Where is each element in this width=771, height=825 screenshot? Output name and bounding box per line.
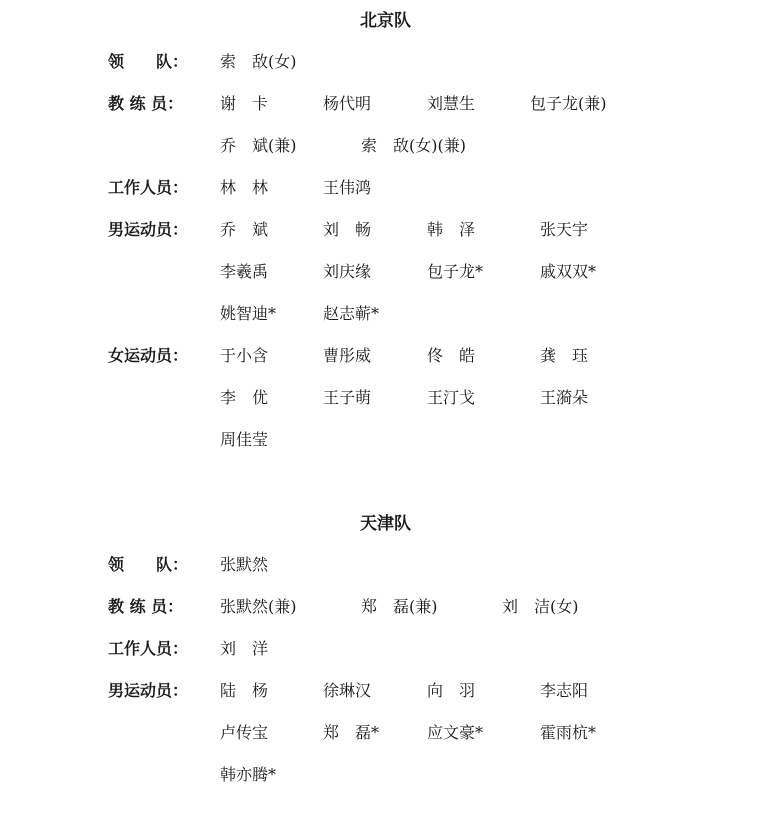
beijing-female-athlete: 于小含 (220, 346, 269, 365)
beijing-male-athlete: 姚智迪* (220, 304, 277, 323)
beijing-leader-name: 索 敌(女) (220, 52, 297, 71)
beijing-coach-name: 乔 斌(兼) (220, 136, 297, 155)
beijing-leader-label: 领 队： (108, 52, 189, 71)
beijing-staff-label: 工作人员： (108, 178, 189, 197)
tianjin-coach-name: 刘 洁(女) (502, 597, 579, 616)
beijing-female-athlete: 曹彤威 (323, 346, 372, 365)
beijing-coach-name: 杨代明 (323, 94, 372, 113)
beijing-staff-name: 林 林 (220, 178, 269, 197)
beijing-coach-name: 刘慧生 (427, 94, 476, 113)
beijing-coach-name: 谢 卡 (220, 94, 269, 113)
tianjin-male-athlete: 向 羽 (427, 681, 476, 700)
beijing-male-athlete: 刘 畅 (323, 220, 372, 239)
tianjin-coach-name: 张默然(兼) (220, 597, 297, 616)
beijing-male-athlete: 李羲禹 (220, 262, 269, 281)
tianjin-male-athlete: 卢传宝 (220, 723, 269, 742)
beijing-female-athlete: 龚 珏 (540, 346, 589, 365)
beijing-male-athlete: 赵志蕲* (323, 304, 380, 323)
beijing-male-athletes-label: 男运动员： (108, 220, 189, 239)
beijing-coach-label: 教 练 员： (108, 94, 184, 113)
beijing-female-athlete: 李 优 (220, 388, 269, 407)
beijing-female-athlete: 周佳莹 (220, 430, 269, 449)
beijing-female-athlete: 王漪朵 (540, 388, 589, 407)
beijing-male-athlete: 韩 泽 (427, 220, 476, 239)
beijing-coach-name: 索 敌(女)(兼) (361, 136, 466, 155)
tianjin-coach-name: 郑 磊(兼) (361, 597, 438, 616)
tianjin-team-title: 天津队 (360, 514, 411, 534)
tianjin-leader-name: 张默然 (220, 555, 269, 574)
tianjin-male-athletes-label: 男运动员： (108, 681, 189, 700)
tianjin-staff-name: 刘 洋 (220, 639, 269, 658)
tianjin-male-athlete: 韩亦腾* (220, 765, 277, 784)
tianjin-male-athlete: 应文豪* (427, 723, 484, 742)
tianjin-staff-label: 工作人员： (108, 639, 189, 658)
tianjin-leader-label: 领 队： (108, 555, 189, 574)
beijing-female-athlete: 佟 皓 (427, 346, 476, 365)
beijing-team-title: 北京队 (360, 11, 411, 31)
beijing-coach-name: 包子龙(兼) (530, 94, 607, 113)
beijing-male-athlete: 刘庆缘 (323, 262, 372, 281)
tianjin-male-athlete: 陆 杨 (220, 681, 269, 700)
beijing-male-athlete: 戚双双* (540, 262, 597, 281)
tianjin-coach-label: 教 练 员： (108, 597, 184, 616)
tianjin-male-athlete: 李志阳 (540, 681, 589, 700)
beijing-female-athletes-label: 女运动员： (108, 346, 189, 365)
beijing-male-athlete: 张天宇 (540, 220, 589, 239)
tianjin-male-athlete: 霍雨杭* (540, 723, 597, 742)
beijing-female-athlete: 王子萌 (323, 388, 372, 407)
beijing-male-athlete: 乔 斌 (220, 220, 269, 239)
beijing-female-athlete: 王汀戈 (427, 388, 476, 407)
beijing-staff-name: 王伟鸿 (323, 178, 372, 197)
beijing-male-athlete: 包子龙* (427, 262, 484, 281)
tianjin-male-athlete: 徐琳汉 (323, 681, 372, 700)
tianjin-male-athlete: 郑 磊* (323, 723, 380, 742)
